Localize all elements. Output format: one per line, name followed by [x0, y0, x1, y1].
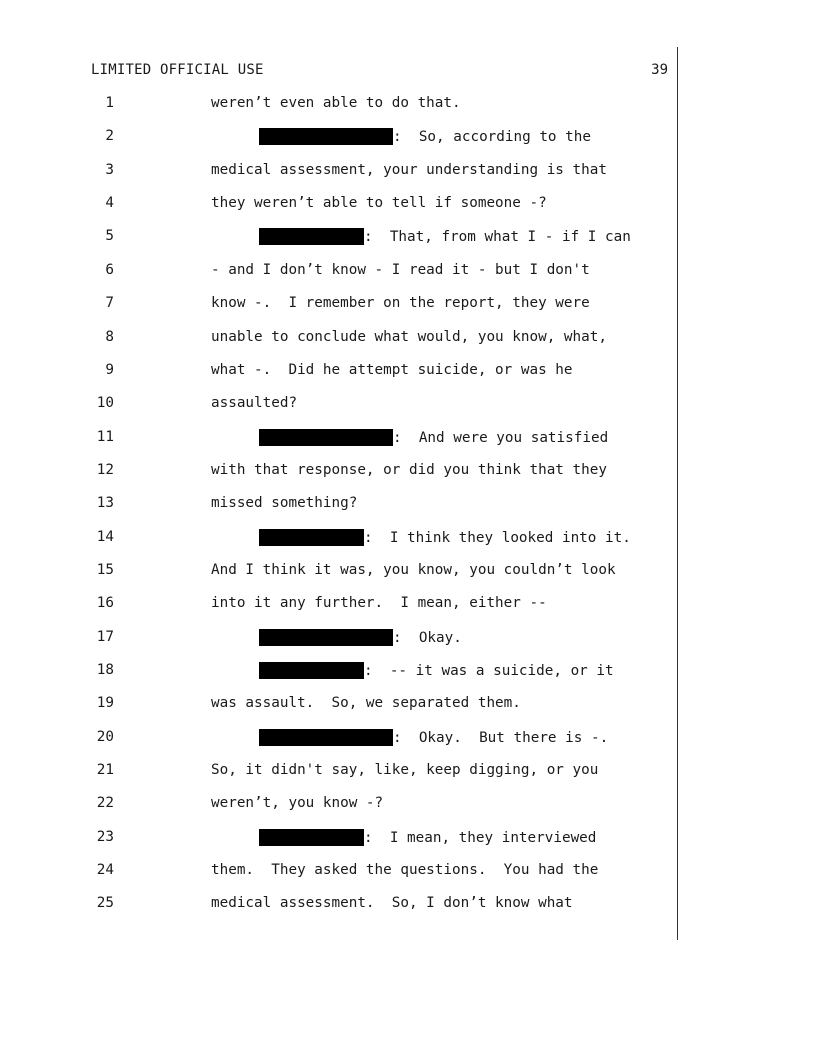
line-text: [211, 95, 461, 111]
line-content: know -. I remember on the report, they were: [211, 295, 590, 312]
line-content: And I think it was, you know, you couldn’t look: [211, 561, 616, 578]
transcript-line: [0, 695, 816, 715]
line-text: [211, 162, 607, 178]
line-content: they weren’t able to tell if someone -?: [211, 195, 547, 212]
line-number: 15: [96, 561, 114, 578]
transcript-line: [0, 395, 816, 415]
line-content: medical assessment. So, I don’t know what: [211, 895, 573, 912]
line-number: 11: [96, 428, 114, 445]
line-content: : So, according to the: [393, 129, 591, 146]
redacted-speaker-name: [259, 629, 393, 646]
line-number: 4: [105, 195, 114, 212]
line-number: 18: [96, 662, 114, 678]
line-number: 8: [105, 328, 114, 345]
line-number: 22: [96, 795, 114, 812]
line-content: : I mean, they interviewed: [364, 829, 597, 846]
transcript-line: [0, 195, 816, 215]
line-text: [211, 695, 521, 711]
line-number: 1: [105, 95, 114, 111]
transcript-line: [0, 228, 816, 248]
line-number: 6: [105, 261, 114, 278]
line-text: [211, 495, 357, 511]
speaker-line: [259, 128, 591, 145]
speaker-line: [259, 529, 631, 546]
line-number: 23: [96, 828, 114, 845]
transcript-line: [0, 862, 816, 882]
transcript-line: [0, 495, 816, 515]
line-number: 14: [96, 528, 114, 545]
line-number: 13: [96, 495, 114, 512]
line-number: 5: [105, 228, 114, 245]
line-text: [211, 462, 607, 478]
line-number: 19: [96, 695, 114, 712]
line-content: So, it didn't say, like, keep digging, or you: [211, 762, 599, 778]
transcript-line: [0, 429, 816, 449]
page-number: 39: [651, 62, 668, 78]
redacted-speaker-name: [259, 662, 364, 679]
transcript-line: [0, 329, 816, 349]
line-content: weren’t, you know -?: [211, 795, 384, 812]
transcript-line: [0, 295, 816, 315]
line-content: was assault. So, we separated them.: [211, 695, 521, 712]
line-text: [211, 562, 616, 578]
transcript-line: [0, 762, 816, 782]
line-content: - and I don’t know - I read it - but I don't: [211, 261, 590, 278]
speaker-line: [259, 662, 614, 679]
line-content: missed something?: [211, 495, 358, 512]
line-text: [211, 795, 383, 811]
transcript-line: [0, 262, 816, 282]
line-text: [211, 862, 598, 878]
line-text: [211, 595, 547, 611]
line-content: : That, from what I - if I can: [364, 229, 631, 246]
line-number: 10: [96, 395, 114, 412]
line-content: assaulted?: [211, 395, 298, 412]
transcript-line: [0, 128, 816, 148]
line-number: 16: [96, 595, 114, 612]
line-content: : And were you satisfied: [393, 429, 609, 446]
speaker-line: [259, 629, 462, 646]
transcript-line: [0, 162, 816, 182]
line-content: : -- it was a suicide, or it: [364, 663, 614, 679]
transcript-line: [0, 362, 816, 382]
line-content: into it any further. I mean, either --: [211, 595, 547, 612]
line-text: [211, 195, 547, 211]
line-content: them. They asked the questions. You had the: [211, 862, 599, 879]
speaker-line: [259, 429, 608, 446]
line-content: : Okay.: [393, 629, 462, 646]
line-text: [211, 262, 590, 278]
line-number: 21: [96, 762, 114, 778]
line-text: [211, 762, 598, 778]
line-number: 3: [105, 161, 114, 178]
line-number: 12: [96, 461, 114, 478]
transcript-line: [0, 95, 816, 115]
line-text: [211, 329, 607, 345]
classification-header: LIMITED OFFICIAL USE: [91, 62, 264, 78]
line-text: [211, 395, 297, 411]
line-number: 7: [105, 295, 114, 312]
redacted-speaker-name: [259, 128, 393, 145]
redacted-speaker-name: [259, 529, 364, 546]
line-content: with that response, or did you think that they: [211, 461, 607, 478]
line-text: [211, 362, 573, 378]
speaker-line: [259, 729, 608, 746]
line-number: 17: [96, 628, 114, 645]
redacted-speaker-name: [259, 729, 393, 746]
redacted-speaker-name: [259, 829, 364, 846]
line-content: what -. Did he attempt suicide, or was he: [211, 361, 573, 378]
line-text: [211, 895, 573, 911]
line-number: 20: [96, 728, 114, 745]
transcript-line: [0, 629, 816, 649]
transcript-line: [0, 895, 816, 915]
transcript-line: [0, 829, 816, 849]
line-number: 9: [105, 361, 114, 378]
transcript-line: [0, 462, 816, 482]
transcript-line: [0, 662, 816, 682]
line-content: : Okay. But there is -.: [393, 729, 609, 746]
line-content: : I think they looked into it.: [364, 529, 631, 546]
transcript-line: [0, 595, 816, 615]
transcript-line: [0, 729, 816, 749]
speaker-line: [259, 228, 631, 245]
line-content: weren’t even able to do that.: [211, 95, 461, 111]
line-content: medical assessment, your understanding is that: [211, 161, 607, 178]
transcript-line: [0, 795, 816, 815]
line-number: 25: [96, 895, 114, 912]
line-number: 24: [96, 862, 114, 879]
line-number: 2: [105, 128, 114, 145]
redacted-speaker-name: [259, 228, 364, 245]
redacted-speaker-name: [259, 429, 393, 446]
speaker-line: [259, 829, 596, 846]
transcript-line: [0, 562, 816, 582]
transcript-line: [0, 529, 816, 549]
line-content: unable to conclude what would, you know, what,: [211, 328, 607, 345]
line-text: [211, 295, 590, 311]
